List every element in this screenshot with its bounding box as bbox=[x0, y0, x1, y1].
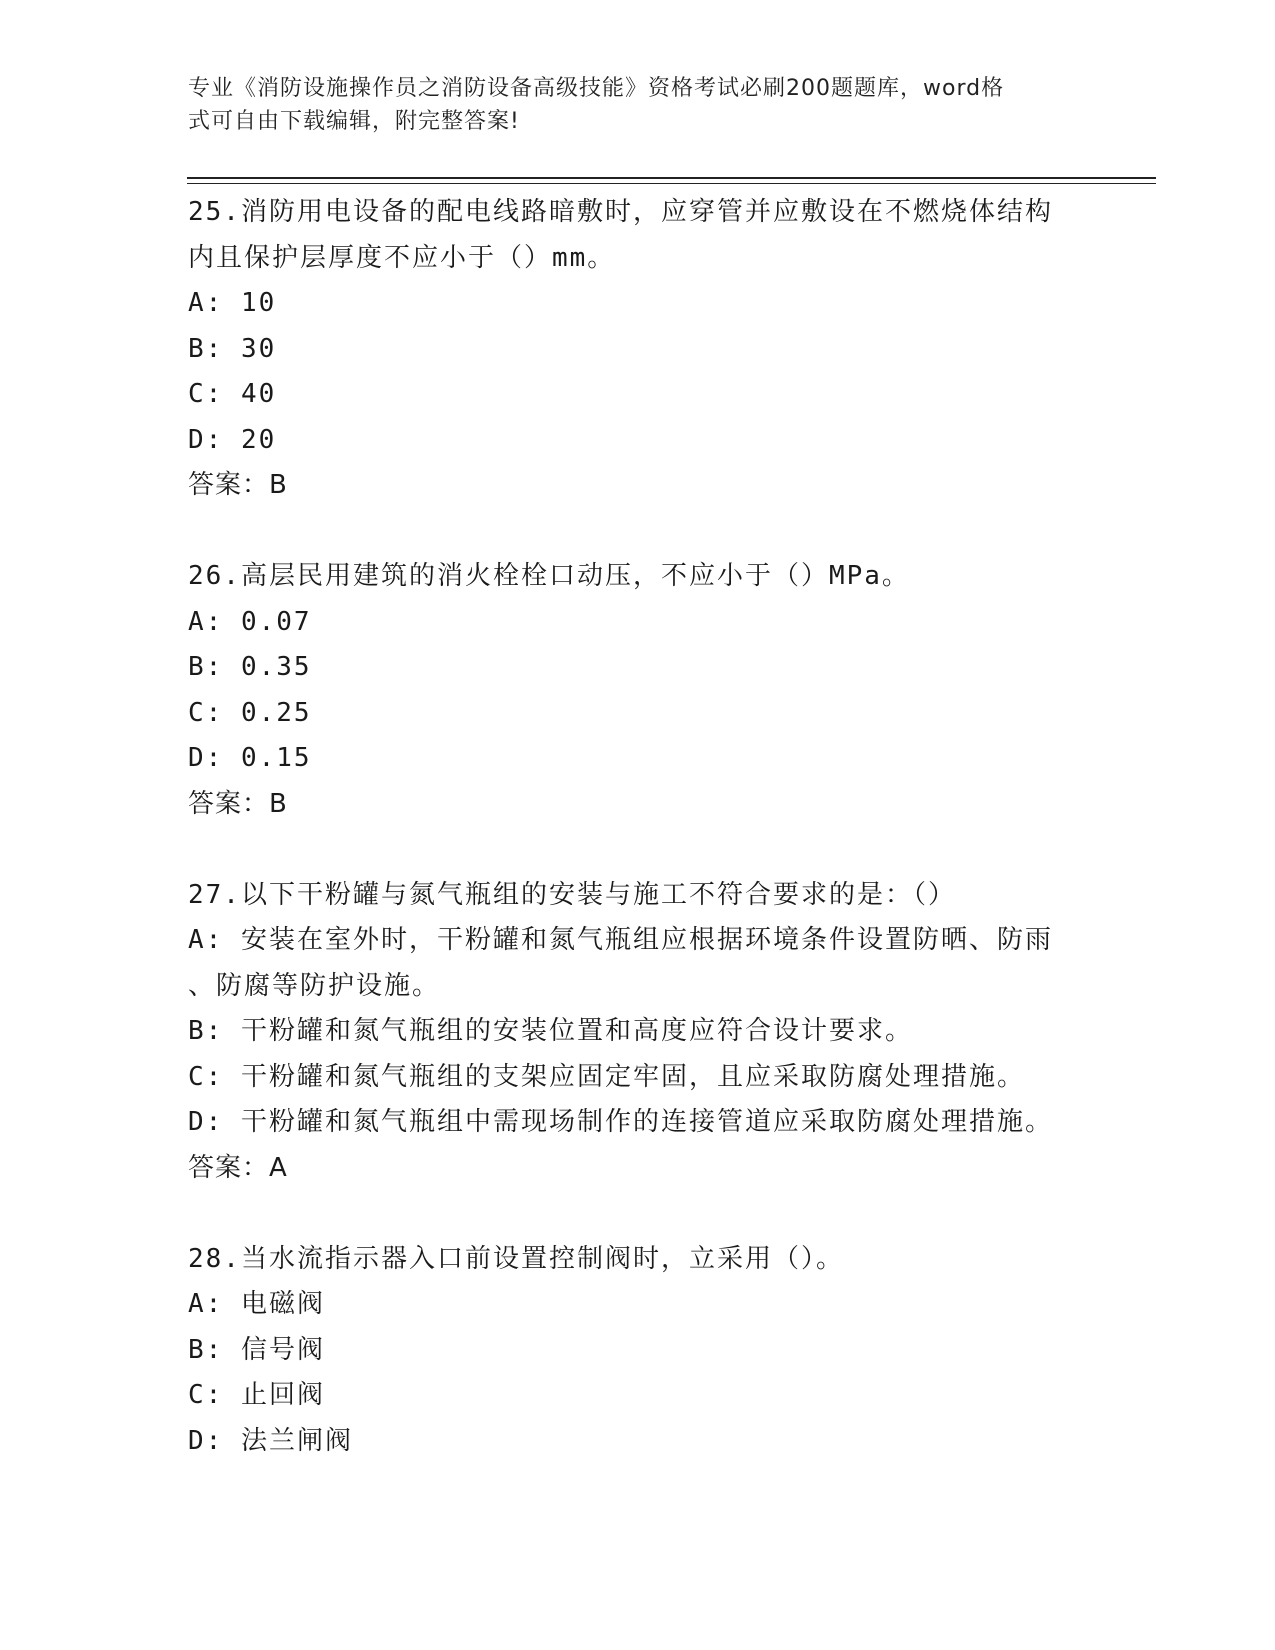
option-b: B: 干粉罐和氮气瓶组的安装位置和高度应符合设计要求。 bbox=[188, 1016, 913, 1046]
option-a-continued: 、防腐等防护设施。 bbox=[188, 970, 441, 1001]
option-a: A: 0.07 bbox=[188, 606, 312, 637]
option-c: C: 40 bbox=[188, 379, 277, 409]
option-c: C: 0.25 bbox=[188, 697, 312, 728]
question-list bbox=[188, 190, 1108, 1464]
question-stem: 27.以下干粉罐与氮气瓶组的安装与施工不符合要求的是：（） bbox=[188, 879, 956, 910]
header-line-1: 专业《消防设施操作员之消防设备高级技能》资格考试必刷200题题库，word格 bbox=[188, 76, 1005, 101]
option-b: B: 信号阀 bbox=[188, 1334, 325, 1365]
option-b: B: 30 bbox=[188, 333, 277, 364]
question-27 bbox=[188, 873, 1108, 1192]
option-c: C: 干粉罐和氮气瓶组的支架应固定牢固，且应采取防腐处理措施。 bbox=[188, 1061, 1025, 1092]
option-c: C: 止回阀 bbox=[188, 1380, 325, 1410]
question-stem: 26.高层民用建筑的消火栓栓口动压，不应小于（）MPa。 bbox=[188, 561, 910, 591]
question-spacer bbox=[188, 827, 1108, 873]
answer: 答案：B bbox=[188, 788, 288, 819]
header-line-2: 式可自由下载编辑，附完整答案! bbox=[188, 109, 520, 134]
answer: 答案：A bbox=[188, 1152, 288, 1183]
header-divider-thick bbox=[187, 177, 1156, 179]
option-b: B: 0.35 bbox=[188, 652, 312, 682]
option-d: D: 干粉罐和氮气瓶组中需现场制作的连接管道应采取防腐处理措施。 bbox=[188, 1107, 1053, 1137]
question-stem: 内且保护层厚度不应小于（）mm。 bbox=[188, 242, 616, 273]
question-spacer bbox=[188, 1191, 1108, 1237]
document-header bbox=[188, 72, 1068, 138]
question-25 bbox=[188, 190, 1108, 509]
question-28 bbox=[188, 1237, 1108, 1465]
question-stem: 25.消防用电设备的配电线路暗敷时，应穿管并应敷设在不燃烧体结构 bbox=[188, 197, 1053, 227]
option-d: D: 20 bbox=[188, 424, 277, 455]
answer: 答案：B bbox=[188, 470, 288, 500]
question-stem: 28.当水流指示器入口前设置控制阀时，立采用（）。 bbox=[188, 1243, 844, 1274]
option-a: A: 10 bbox=[188, 288, 277, 318]
option-d: D: 0.15 bbox=[188, 743, 312, 773]
question-26 bbox=[188, 554, 1108, 827]
option-d: D: 法兰闸阀 bbox=[188, 1425, 353, 1456]
header-divider-thin bbox=[187, 183, 1156, 184]
option-a: A: 安装在室外时，干粉罐和氮气瓶组应根据环境条件设置防晒、防雨 bbox=[188, 925, 1053, 955]
option-a: A: 电磁阀 bbox=[188, 1289, 325, 1319]
question-spacer bbox=[188, 509, 1108, 555]
